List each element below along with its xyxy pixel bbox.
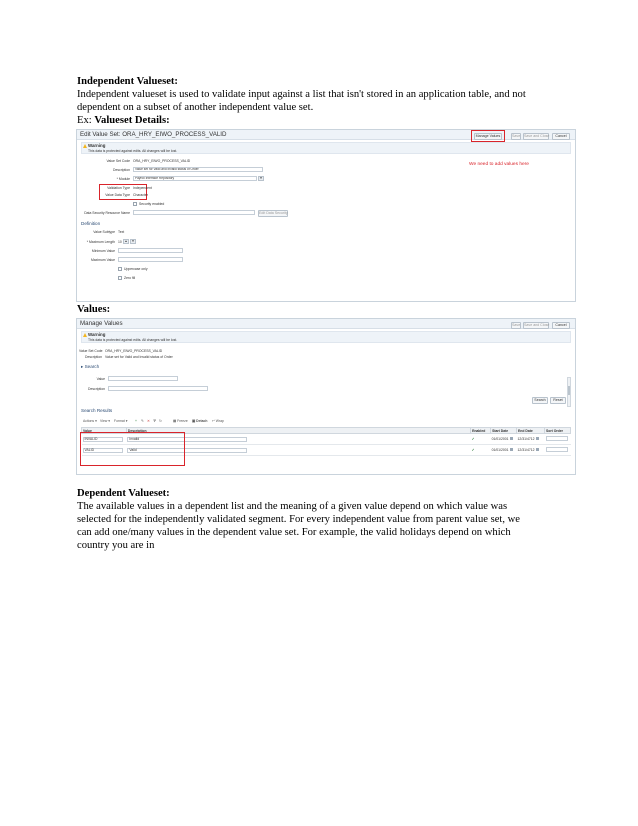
warning-title: Warning	[88, 143, 106, 148]
dependent-line-1: The available values in a dependent list and the meaning of a given value depend on which value was	[77, 501, 508, 512]
cell-enabled	[471, 434, 491, 445]
calendar-icon[interactable]	[536, 448, 539, 451]
manage-title: Manage Values	[80, 320, 123, 327]
start-date[interactable]: 01/01/2001	[491, 448, 509, 452]
subtype-label: Value Subtype	[93, 230, 115, 234]
cell-start	[491, 445, 517, 456]
min-input[interactable]	[118, 248, 183, 253]
values-highlight	[80, 432, 185, 466]
increase-icon[interactable]: ▴	[123, 239, 129, 244]
cell-end	[517, 434, 545, 445]
add-icon[interactable]: +	[135, 419, 137, 423]
save-close-button[interactable]: Save and Close	[524, 134, 550, 138]
view-menu[interactable]: View ▾	[100, 419, 110, 423]
dependent-line-2: selected for the independently validated segment. For every independent value from parent value set, we	[77, 514, 521, 525]
cell-enabled	[471, 445, 491, 456]
cell-sort	[545, 434, 571, 445]
actions-label: Actions	[83, 419, 95, 423]
module-select[interactable]: Payroll Interface Repository	[133, 176, 257, 181]
edit-title: Edit Value Set: ORA_HRY_EIWO_PROCESS_VALID	[80, 131, 227, 138]
dependent-line-4: country you are in	[77, 540, 155, 551]
sort-input[interactable]	[546, 436, 569, 441]
example-prefix: Ex:	[77, 115, 95, 126]
description-input[interactable]: Invalid	[127, 437, 247, 442]
check-icon[interactable]: ✓	[471, 437, 475, 441]
save-close-button-2[interactable]: Save and Close	[524, 323, 550, 327]
save-button[interactable]: Save	[512, 134, 521, 138]
dsr-label: Data Security Resource Name	[84, 211, 130, 215]
edit-icon[interactable]: ✎	[141, 419, 144, 423]
values-label: Values:	[77, 304, 111, 315]
definition-heading: Definition	[81, 221, 101, 226]
warning-message-2: This data is protected against edits. All changes will be lost.	[88, 338, 178, 342]
description-search-label: Description	[88, 387, 105, 391]
cancel-button[interactable]: Cancel	[552, 133, 570, 140]
search-button[interactable]: Search	[532, 397, 548, 404]
independent-section	[77, 75, 577, 127]
maxlen-label: * Maximum Length	[86, 240, 115, 244]
chevron-down-icon[interactable]: ▾	[258, 176, 264, 181]
zero-fill-checkbox[interactable]	[118, 276, 122, 280]
cell-end	[517, 445, 545, 456]
warning-icon	[83, 144, 87, 148]
code-value: ORA_HRY_EIWO_PROCESS_VALID	[133, 159, 191, 163]
detach-button[interactable]: ▣ Detach	[192, 419, 208, 423]
independent-heading: Independent Valueset:	[77, 76, 178, 87]
delete-icon[interactable]: ✕	[147, 419, 150, 423]
validation-type-value: Independent	[133, 186, 152, 190]
format-menu[interactable]: Format ▾	[114, 419, 128, 423]
security-label: Security enabled	[139, 202, 165, 206]
save-button-2[interactable]: Save	[512, 323, 521, 327]
module-label: * Module	[116, 177, 130, 181]
max-label: Maximum Value	[90, 258, 115, 262]
start-date[interactable]: 01/01/2001	[491, 437, 509, 441]
data-type-label: Value Data Type	[105, 193, 130, 197]
dependent-heading: Dependent Valueset:	[77, 488, 170, 499]
results-heading: Search Results	[81, 408, 113, 413]
warning-icon	[83, 333, 87, 337]
cancel-button-2[interactable]: Cancel	[552, 322, 570, 329]
security-checkbox[interactable]	[133, 202, 137, 206]
col-start-date[interactable]: Start Date	[491, 428, 517, 434]
filter-icon[interactable]: ⧩	[153, 419, 157, 423]
col-value[interactable]: Value	[82, 428, 127, 434]
example-line	[77, 114, 577, 127]
uppercase-checkbox[interactable]	[118, 267, 122, 271]
value-search-input[interactable]	[108, 376, 178, 381]
detach-label: Detach	[196, 419, 208, 423]
edit-data-security-button[interactable]: Edit Data Security	[259, 211, 288, 215]
col-end-date[interactable]: End Date	[517, 428, 545, 434]
wrap-label: Wrap	[215, 419, 224, 423]
max-input[interactable]	[118, 257, 183, 262]
value-input[interactable]: INVALID	[83, 437, 124, 442]
col-description[interactable]: Description	[126, 428, 470, 434]
check-icon[interactable]: ✓	[471, 448, 475, 452]
maxlen-value: 10	[118, 240, 122, 244]
cell-start	[491, 434, 517, 445]
validation-type-label: Validation Type	[107, 186, 130, 190]
annotation-note: We need to add values here	[469, 162, 529, 167]
data-type-value: Character	[133, 193, 148, 197]
search-heading[interactable]: ▸ Search	[81, 364, 100, 369]
freeze-label: Freeze	[177, 419, 188, 423]
uppercase-label: Uppercase only	[124, 267, 148, 271]
format-label: Format	[114, 419, 125, 423]
manage-values-highlight	[471, 130, 505, 142]
refresh-icon[interactable]: ↻	[159, 419, 162, 423]
calendar-icon[interactable]	[510, 437, 513, 440]
warning-banner-2	[81, 331, 571, 343]
sort-input[interactable]	[546, 447, 569, 452]
search-heading-label: Search	[84, 364, 100, 369]
description-input[interactable]: Valid	[127, 448, 247, 453]
independent-line-1: Independent valueset is used to validate input against a list that isn't stored in an application table, and not	[77, 89, 526, 100]
manage-title-bar	[77, 319, 575, 329]
example-bold: Valueset Details:	[94, 115, 170, 126]
dependent-section	[77, 487, 577, 552]
description-input[interactable]: Value set for Valid and Invalid status of Order	[133, 167, 263, 172]
edit-value-set-screenshot	[76, 129, 576, 302]
calendar-icon[interactable]	[536, 437, 539, 440]
col-sort-order[interactable]: Sort Order	[545, 428, 571, 434]
dependent-line-3: can add one/many values in the dependent value set. For example, the valid holidays depend on which	[77, 527, 511, 538]
independent-line-2: dependent on a subset of another independent value set.	[77, 102, 314, 113]
min-label: Minimum Value	[91, 249, 115, 253]
dsr-input[interactable]	[133, 210, 255, 215]
view-label: View	[100, 419, 108, 423]
warning-banner	[81, 142, 571, 154]
value-search-label: Value	[96, 377, 105, 381]
warning-title-2: Warning	[88, 332, 106, 337]
reset-button[interactable]: Reset	[550, 397, 566, 404]
end-date[interactable]: 12/31/4712	[517, 437, 535, 441]
code-value-2: ORA_HRY_EIWO_PROCESS_VALID	[105, 349, 163, 353]
manage-values-screenshot	[76, 318, 576, 475]
scrollbar[interactable]	[567, 377, 571, 407]
manage-values-button[interactable]: Manage Values	[475, 134, 501, 138]
subtype-value: Text	[118, 230, 125, 234]
description-value-2: Value set for Valid and Invalid status of Order	[105, 355, 173, 359]
scrollbar-thumb[interactable]	[568, 386, 570, 395]
freeze-button[interactable]: ▦ Freeze	[173, 419, 188, 423]
wrap-button[interactable]: ↵ Wrap	[212, 419, 224, 423]
description-search-input[interactable]	[108, 386, 208, 391]
value-input[interactable]: VALID	[83, 448, 124, 453]
zero-fill-label: Zero fill	[124, 276, 136, 280]
actions-menu[interactable]: Actions ▾	[83, 419, 97, 423]
description-label: Description	[113, 168, 130, 172]
cell-sort	[545, 445, 571, 456]
end-date[interactable]: 12/31/4712	[517, 448, 535, 452]
calendar-icon[interactable]	[510, 448, 513, 451]
code-label: Value Set Code	[106, 159, 130, 163]
code-label-2: Value Set Code	[79, 349, 103, 353]
col-enabled[interactable]: Enabled	[471, 428, 491, 434]
decrease-icon[interactable]: ▾	[130, 239, 136, 244]
warning-message: This data is protected against edits. All changes will be lost.	[88, 149, 178, 153]
description-label-2: Description	[85, 355, 102, 359]
